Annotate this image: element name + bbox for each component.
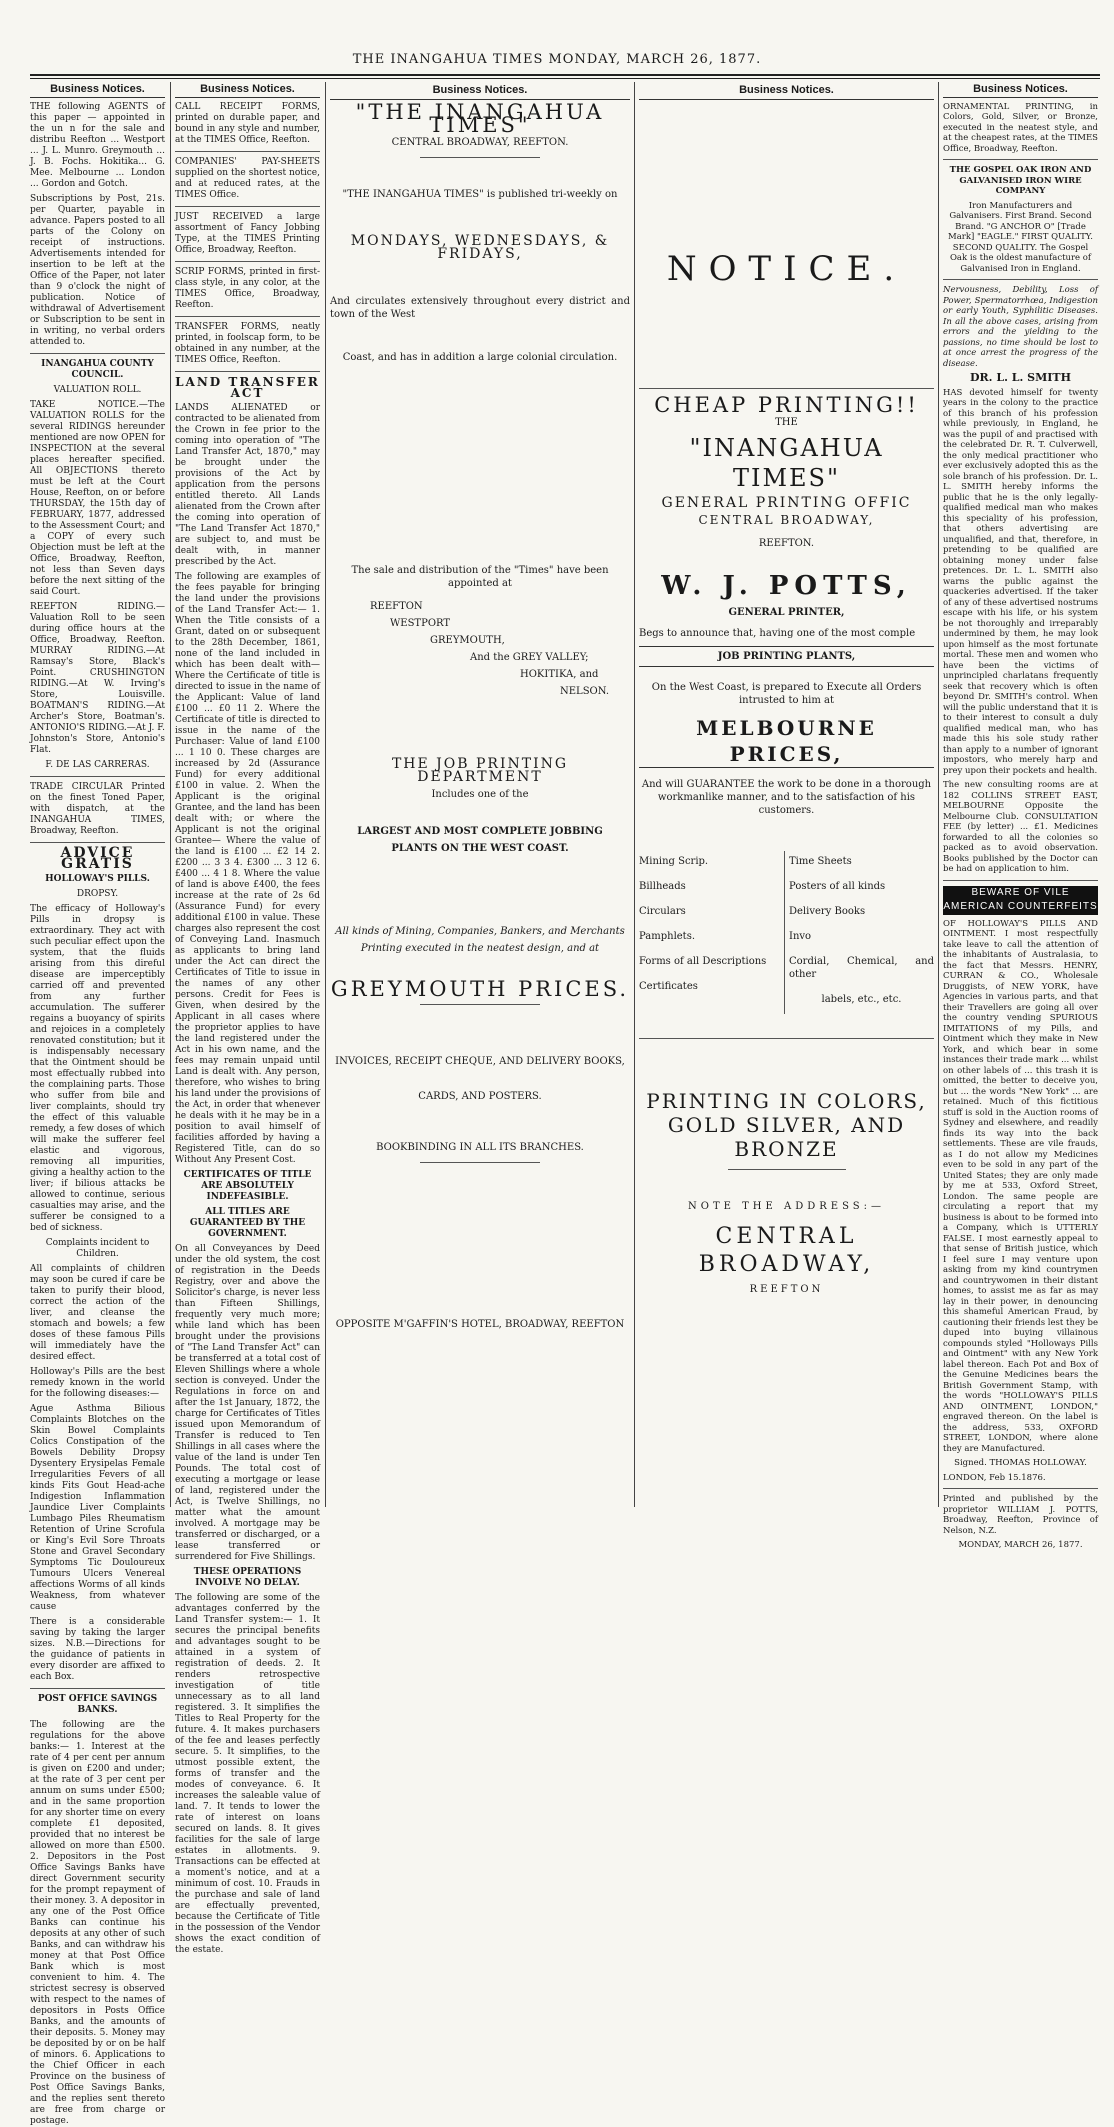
job-department: THE JOB PRINTING DEPARTMENT [391, 756, 569, 785]
council-body: TAKE NOTICE.—The VALUATION ROLLS for the several RIDINGS hereunder mentioned are now OPEN for INSPECTION at the several places hereafter specified. All OBJECTIONS thereto must be left at the Court House, Reefton, on or before THURSDAY, the 15th day of FEBRUARY, 1877, addressed to the Assessment Court; and a COPY of every such Objection must be left at the Office, Broadway, Reefton, not less than Seven days before the next sitting of the said Court. [30, 400, 165, 597]
column-head: Business Notices. [639, 82, 934, 100]
column-head: Business Notices. [943, 82, 1098, 98]
divider [175, 206, 320, 207]
place-item: And the GREY VALLEY; [470, 652, 589, 663]
divider [175, 151, 320, 152]
largest-line: LARGEST AND MOST COMPLETE JOBBING [357, 826, 603, 837]
scrip-notice: SCRIP FORMS, printed in first-class style, in any color, at the TIMES Office, Broadway, Reefton. [175, 267, 320, 310]
holloway-signature: Signed. THOMAS HOLLOWAY. [954, 1458, 1087, 1468]
tri-weekly-line: "THE INANGAHUA TIMES" is published tri-weekly on [342, 189, 618, 200]
imprint: Printed and published by the proprietor WILLIAM J. POTTS, Broadway, Reefton, Province of Nelson, N.Z. [943, 1494, 1098, 1536]
ridings-list: REEFTON RIDING.—Valuation Roll to be seen during office hours at the Office, Broadway, Reefton. MURRAY RIDING.—At Ramsay's Store, Black's Point. CRUSHINGTON RIDING.—At W. Irving's Store, Louisville. BOATMAN'S RIDING.—At Archer's Store, Boatman's. ANTONIO'S RIDING.—At J. F. Johnston's Store, Antonio's Flat. [30, 602, 165, 755]
column-rule [170, 82, 171, 1507]
reefton-address: REEFTON [749, 1284, 824, 1295]
the-line: THE [775, 417, 798, 428]
column-rule [634, 82, 635, 1507]
column-rule [938, 82, 939, 1507]
item: Billheads [639, 881, 686, 892]
publication-days: MONDAYS, WEDNESDAYS, & FRIDAYS, [350, 233, 610, 262]
certificates-title: CERTIFICATES OF TITLE ARE ABSOLUTELY INDEFEASIBLE. [183, 1170, 312, 1202]
divider [30, 1688, 165, 1689]
column-1 [30, 82, 165, 2126]
top-rule [30, 74, 1100, 76]
reefton-line: REEFTON. [758, 538, 815, 549]
ornamental-notice: ORNAMENTAL PRINTING, in Colors, Gold, Silver, or Bronze, executed in the neatest style, and at the cheapest rates, at the TIMES Office, Broadway, Reefton. [943, 101, 1098, 154]
guaranteed-body: On all Conveyances by Deed under the old system, the cost of registration in the Deeds Registry, over and above the Solicitor's charge, is never less than Fifteen Shillings, frequently very much more; while land which has been brought under the provisions of "The Land Transfer Act" can be transferred at a total cost of Eleven Shillings where a whole section is conveyed. Under the Regulations in force on and after the 1st January, 1872, the charge for Certificates of Titles issued upon Memorandum of Transfer is reduced to Ten Shillings in all cases where the value of the land is under Ten Pounds. The total cost of executing a mortgage or lease of land, registered under the Act, is Twelve Shillings, no matter what the amount involved. A mortgage may be transferred or discharged, or a lease transferred or surrendered for Five Shillings. [175, 1244, 320, 1562]
divider [175, 316, 320, 317]
consulting-rooms: The new consulting rooms are at 182 COLLINS STREET EAST, MELBOURNE Opposite the Melbourne Club. CONSULTATION FEE (by letter) ... £1. Medicines forwarded to all the colonies so packed as to avoid observation. Books published by the Doctor can be had on application to him. [943, 780, 1098, 874]
column-4 [639, 82, 934, 1507]
agents-notice: THE following AGENTS of this paper — appointed in the un n for the sale and distribu Reefton ... Westport ... J. L. Munro. Greymouth ... J. B. Fochs. Hokitika... G. Mee. Melbourne ... London ... Gordon and Gotch. [30, 102, 165, 189]
subscription-notice: Subscriptions by Post, 21s. per Quarter, payable in advance. Papers posted to all parts of the Colony on receipt of instructions. Advertisements intended for insertion to be left at the Office of the Paper, not later than 9 o'clock the night of publication. Notice of withdrawal of Advertisement or Subscription to be sent in in writing, no verbal orders attended to. [30, 194, 165, 347]
doctor-body: HAS devoted himself for twenty years in the colony to the practice of this branch of his profession while previously, in England, he was the pupil of and practised with the celebrated Dr. R. T. Culverwell, the only medical practitioner who ever exclusively adopted this as the sole branch of his profession. Dr. L. L. SMITH hereby informs the public that he is the only legally-qualified medical man who makes this speciality of his profession, that others advertising are unqualified, and that, therefore, in pretending to be qualified are obtaining money under false pretences. Dr. L. L. SMITH also warns the public against the quackeries advertised. If the taker of any of these advertised nostrums escape with his life, or his system be not thoroughly and irreparably undermined by them, he may look upon himself as the most fortunate mortal. These men and women who have been the victims of unprincipled charlatans frequently seek that recovery which is often beyond Dr. SMITH's control. When will the public understand that it is to their interest to consult a duly qualified medical man, who has made this his sole study rather than apply to a number of ignorant impostors, who merely harp and prey upon their pockets and health. [943, 387, 1098, 776]
divider [175, 261, 320, 262]
council-signature: F. DE LAS CARRERAS. [45, 760, 150, 770]
divider [420, 1004, 540, 1005]
divider [943, 279, 1098, 280]
item: Posters of all kinds [789, 881, 886, 892]
divider [943, 159, 1098, 160]
item: labels, etc., etc. [821, 994, 902, 1005]
beware-banner: BEWARE OF VILE [943, 886, 1098, 901]
cheap-printing: CHEAP PRINTING!! [654, 393, 919, 417]
diseases-list: Ague Asthma Bilious Complaints Blotches on the Skin Bowel Complaints Colics Constipation of the Bowels Debility Dropsy Dysentery Erysipelas Female Irregularities Fevers of all kinds Fits Gout Head-ache Indigestion Inflammation Jaundice Liver Complaints Lumbago Piles Rheumatism Retention of Urine Scrofula or King's Evil Sore Throats Stone and Gravel Secondary Symptoms Tic Douloureux Tumours Ulcers Venereal affections Worms of all kinds Weakness, from whatever cause [30, 1404, 165, 1612]
holloway-notice: OF HOLLOWAY'S PILLS AND OINTMENT. I most respectfully take leave to call the attention of the inhabitants of Australasia, to the fact that Messrs. HENRY, CURRAN & CO., Wholesale Druggists, of NEW YORK, have Agencies in various parts, and that their Travellers are going all over the country vending SPURIOUS IMITATIONS of my Pills, and Ointment which they make in New York, and which bear in some instances their trade mark ... whilst on other labels of ... this trash it is omitted, the better to deceive you, but ... the words "New York" ... are retained. Much of this fictitious stuff is sold in the Auction rooms of Sydney and elsewhere, and readily finds its way into the back settlements. These are vile frauds, as I do not allow my Medicines even to be sold in any part of the United States; they are only made by me at 533, Oxford Street, London. The same people are circulating a report that my business is about to be formed into a Company, which is UTTERLY FALSE. I most earnestly appeal to that sense of British justice, which I feel sure I may venture upon asking from my kind countrymen and countrywomen in their distant homes, to assist me as far as may lay in their power, in denouncing this shameful American Fraud, by cautioning their friends lest they be duped into buying villainous compounds styled "Holloways Pills and Ointment" with any New York label thereon. Each Pot and Box of the Genuine Medicines bears the British Government Stamp, with the words "HOLLOWAY'S PILLS AND OINTMENT, LONDON," engraved thereon. On the label is the address, 533, OXFORD STREET, LONDON, where alone they are Manufactured. [943, 918, 1098, 1454]
column-5 [943, 82, 1098, 1550]
column-head: Business Notices. [30, 82, 165, 98]
advice-heading: ADVICE GRATIS [60, 845, 135, 872]
divider [728, 1169, 846, 1170]
divider [30, 842, 165, 843]
item: Certificates [639, 981, 698, 992]
item: Mining Scrip. [639, 856, 709, 867]
sale-line: The sale and distribution of the "Times" have been appointed at [351, 565, 609, 589]
operations-title: THESE OPERATIONS INVOLVE NO DELAY. [193, 1567, 302, 1588]
land-transfer-body: LANDS ALIENATED or contracted to be alienated from the Crown in fee prior to the coming into operation of "The Land Transfer Act, 1870," may be brought under the provisions of the Act by application from the persons entitled thereto. All Lands alienated from the Crown after the coming into operation of "The Land Transfer Act 1870," are subject to, and must be dealt with, in manner prescribed by the Act. [175, 403, 320, 567]
items-right [784, 851, 934, 1014]
divider [943, 880, 1098, 881]
central-broadway-address: CENTRAL BROADWAY, [698, 1224, 875, 1277]
holloway-date: LONDON, Feb 15.1876. [943, 1472, 1046, 1483]
issue-date: MONDAY, MARCH 26, 1877. [958, 1540, 1083, 1550]
children-heading: Complaints incident to Children. [45, 1238, 150, 1259]
paper-name: "INANGAHUA TIMES" [689, 434, 884, 492]
coast-line: Coast, and has in addition a large colonial circulation. [342, 352, 618, 363]
includes-line: Includes one of the [431, 789, 529, 800]
printing-line: Printing executed in the neatest design, and at [360, 943, 600, 954]
dropsy-heading: DROPSY. [76, 889, 119, 899]
circulation-line: And circulates extensively throughout every district and town of the West [330, 296, 630, 320]
companies-notice: COMPANIES' PAY-SHEETS supplied on the shortest notice, and at reduced rates, at the TIMES Office. [175, 157, 320, 200]
item: Cordial, Chemical, and other [789, 956, 934, 980]
place-item: REEFTON [370, 601, 423, 612]
operations-body: The following are some of the advantages conferred by the Land Transfer system:— 1. It secures the principal benefits and advantages sought to be attained in a system of registration of deeds. 2. It renders retrospective investigation of title unnecessary as to all land registered. 3. It simplifies the Titles to Real Property for the future. 4. It makes purchasers of the fee and leases perfectly secure. 5. It simplifies, to the utmost possible extent, the forms of transfer and the modes of conveyance. 6. It increases the saleable value of land. 7. It tends to lower the rate of interest on loans secured on lands. 8. It gives facilities for the sale of large estates in allotments. 9. Transactions can be effected at a moment's notice, and at a minimum of cost. 10. Frauds in the purchase and sale of land are effectually prevented, because the Certificate of Title in the possession of the Vendor shows the exact condition of the estate. [175, 1593, 320, 1955]
call-receipt-notice: CALL RECEIPT FORMS, printed on durable paper, and bound in any style and number, at the TIMES Office, Reefton. [175, 102, 320, 145]
printing-office: GENERAL PRINTING OFFIC [661, 495, 912, 511]
place-item: HOKITIKA, and [520, 669, 599, 680]
children-body: All complaints of children may soon be cured if care be taken to purify their blood, correct the action of the liver, and cleanse the stomach and bowels; a few doses of these famous Pills will immediately have the desired effect. [30, 1264, 165, 1362]
item: Pamphlets. [639, 931, 696, 942]
column-rule [325, 82, 326, 1507]
divider [30, 353, 165, 354]
notice-heading: NOTICE. [666, 249, 907, 289]
invoices-line: INVOICES, RECEIPT CHEQUE, AND DELIVERY BOOKS, [335, 1056, 625, 1067]
item: Circulars [639, 906, 686, 917]
savings-title: POST OFFICE SAVINGS BANKS. [37, 1694, 158, 1715]
divider [420, 1162, 540, 1163]
bookbinding-line: BOOKBINDING IN ALL ITS BRANCHES. [376, 1142, 584, 1153]
place-item: GREYMOUTH, [430, 635, 505, 646]
land-transfer-title: LAND TRANSFER ACT [175, 375, 320, 400]
opposite-line: OPPOSITE M'GAFFIN'S HOTEL, BROADWAY, REEFTON [335, 1319, 625, 1330]
place-item: WESTPORT [390, 618, 451, 629]
cards-line: CARDS, AND POSTERS. [418, 1091, 542, 1102]
colors-line: PRINTING IN COLORS, GOLD SILVER, AND BRONZE [646, 1089, 927, 1161]
council-title: INANGAHUA COUNTY COUNCIL. [41, 359, 154, 380]
nervousness-notice: Nervousness, Debility, Loss of Power, Spermatorrhœa, Indigestion or early Youth, Syphilitic Diseases. In all the above cases, arising from errors and the yielding to the passions, no time should be lost to at once arrest the progress of the disease. [943, 285, 1098, 369]
divider [639, 388, 934, 389]
plants-line: PLANTS ON THE WEST COAST. [391, 843, 569, 854]
council-subtitle: VALUATION ROLL. [53, 385, 142, 395]
jobbing-notice: JUST RECEIVED a large assortment of Fancy Jobbing Type, at the TIMES Printing Office, Broadway, Reefton. [175, 212, 320, 255]
column-2 [175, 82, 320, 1955]
divider [30, 776, 165, 777]
guarantee-line: And will GUARANTEE the work to be done in a thorough workmanlike manner, and to the satisfaction of his customers. [641, 779, 932, 816]
top-rule-thin [30, 78, 1100, 79]
prepared-line: On the West Coast, is prepared to Execute all Orders intrusted to him at [651, 682, 922, 706]
column-head: Business Notices. [175, 82, 320, 98]
transfer-notice: TRANSFER FORMS, neatly printed, in foolscap form, to be obtained in any number, at the TIMES Office, Reefton. [175, 322, 320, 365]
items-left [639, 851, 784, 1014]
greymouth-prices: GREYMOUTH PRICES. [330, 977, 630, 1001]
divider [943, 1488, 1098, 1489]
fees-body: The following are examples of the fees payable for bringing the land under the provisions of the Land Transfer Act:— 1. When the Title consists of a Grant, dated on or subsequent to the 28th December, 1861, none of the land included in which has been dealt with— Where the Certificate of title is directed to issue in the name of the Applicant: Value of land £100 ... £0 11 2. Where the Certificate of title is directed to issue in the name of the Purchaser: Value of land £100 ... 1 10 0. These charges are increased by 2d (Assurance Fund) for every additional £100 in value. 2. When the Applicant is the original Grantee, and the land has been dealt with; or where the Applicant is not the original Grantee— Where the value of the land is £100 ... £2 14 2. £200 ... 3 3 4. £300 ... 3 12 6. £400 ... 4 1 8. Where the value of land is above £400, the fees increase at the rate of 2s 6d (Assurance Fund) for every additional £100 in value. These charges also represent the cost of Conveying Land. Inasmuch as applicants to bring land under the Act can direct the Certificates of Title to issue in the names of any other persons. Credit for Fees is Given, when desired by the Applicant in all cases where the proprietor applies to have the land registered under the Act in his own name, and the fees may remain unpaid until Land is dealt with. Any person, therefore, who wishes to bring his land under the provisions of the Act, in order that whenever he deals with it he may be in a position to avail himself of facilities afforded by having a Registered Title, can do so Without Any Present Cost. [175, 572, 320, 1165]
note-address: NOTE THE ADDRESS:— [688, 1201, 885, 1212]
guaranteed-title: ALL TITLES ARE GUARANTEED BY THE GOVERNMENT. [189, 1207, 306, 1239]
begs-line: Begs to announce that, having one of the most comple [639, 628, 916, 639]
doctor-name: DR. L. L. SMITH [970, 371, 1071, 384]
item: Invo [789, 931, 812, 942]
melbourne-prices: MELBOURNE PRICES, [639, 715, 934, 768]
item: Time Sheets [789, 856, 852, 867]
gospel-oak-body: Iron Manufacturers and Galvanisers. First Brand. Second Brand. "G ANCHOR O" [Trade Mark] "EAGLE." FIRST QUALITY. SECOND QUALITY. The Gospel Oak is the oldest manufacture of Galvanised Iron in England. [948, 200, 1093, 274]
savings-body: The following are the regulations for the above banks:— 1. Interest at the rate of 4 per cent per annum is given on £200 and under; at the rate of 3 per cent per annum on sums under £500; and in the same proportion for any shorter time on every complete £1 deposited, provided that no interest be allowed on more than £500. 2. Depositors in the Post Office Savings Banks have direct Government security for the prompt repayment of their money. 3. A depositor in any one of the Post Office Banks can continue his deposits at any other of such Banks, and can withdraw his money at that Post Office Bank which is most convenient to him. 4. The strictest secresy is observed with respect to the names of depositors in Posts Office Banks, and the amounts of their deposits. 5. Money may be deposited by or on be half of minors. 6. Applications to the Chief Officer in each Province on the business of Post Office Savings Banks, and the replies sent thereto are free from charge or postage. [30, 1720, 165, 2126]
plants-banner: JOB PRINTING PLANTS, [639, 646, 934, 667]
paper-title: "THE INANGAHUA TIMES" [355, 100, 605, 137]
paper-address: CENTRAL BROADWAY, REEFTON. [391, 137, 569, 148]
place-item: NELSON. [560, 686, 610, 697]
counterfeits-banner: AMERICAN COUNTERFEITS [943, 900, 1098, 915]
column-head: Business Notices. [330, 82, 630, 100]
best-remedy: Holloway's Pills are the best remedy known in the world for the following diseases:— [30, 1367, 165, 1399]
divider [175, 371, 320, 372]
central-broadway: CENTRAL BROADWAY, [698, 513, 875, 527]
general-printer: GENERAL PRINTER, [728, 607, 845, 618]
gospel-oak-title: THE GOSPEL OAK IRON AND GALVANISED IRON WIRE COMPANY [949, 165, 1092, 196]
sizes-note: There is a considerable saving by taking the larger sizes. N.B.—Directions for the guidance of patients in every disorder are affixed to each Box. [30, 1617, 165, 1682]
column-3 [330, 82, 630, 1507]
printing-items [639, 851, 934, 1014]
trade-circular: TRADE CIRCULAR Printed on the finest Toned Paper, with dispatch, at the INANGAHUA TIMES, Broadway, Reefton. [30, 782, 165, 836]
places-list [370, 600, 630, 698]
item: Forms of all Descriptions [639, 956, 767, 967]
divider [639, 1038, 934, 1039]
potts-name: W. J. POTTS, [661, 571, 912, 601]
masthead: THE INANGAHUA TIMES MONDAY, MARCH 26, 1877. [352, 52, 762, 67]
item: Delivery Books [789, 906, 866, 917]
all-kinds-line: All kinds of Mining, Companies, Bankers, and Merchants [335, 926, 625, 937]
divider [420, 157, 540, 158]
dropsy-body: The efficacy of Holloway's Pills in dropsy is extraordinary. They act with such peculiar effect upon the system, that the fluids arising from this direful disease are imperceptibly carried off and prevented from any further accumulation. The sufferer regains a buoyancy of spirits and rejoices in a completely renovated constitution; but it is indispensably necessary that the Ointment should be most effectually rubbed into the complaining parts. Those who suffer from bile and liver complaints, should try the effect of this valuable remedy, a few doses of which will make the sufferer feel elastic and vigorous, removing all impurities, giving a healthy action to the liver; if bilious attacks be allowed to continue, serious casualties may arise, and the sufferer be consigned to a bed of sickness. [30, 904, 165, 1233]
holloway-heading: HOLLOWAY'S PILLS. [45, 874, 150, 884]
